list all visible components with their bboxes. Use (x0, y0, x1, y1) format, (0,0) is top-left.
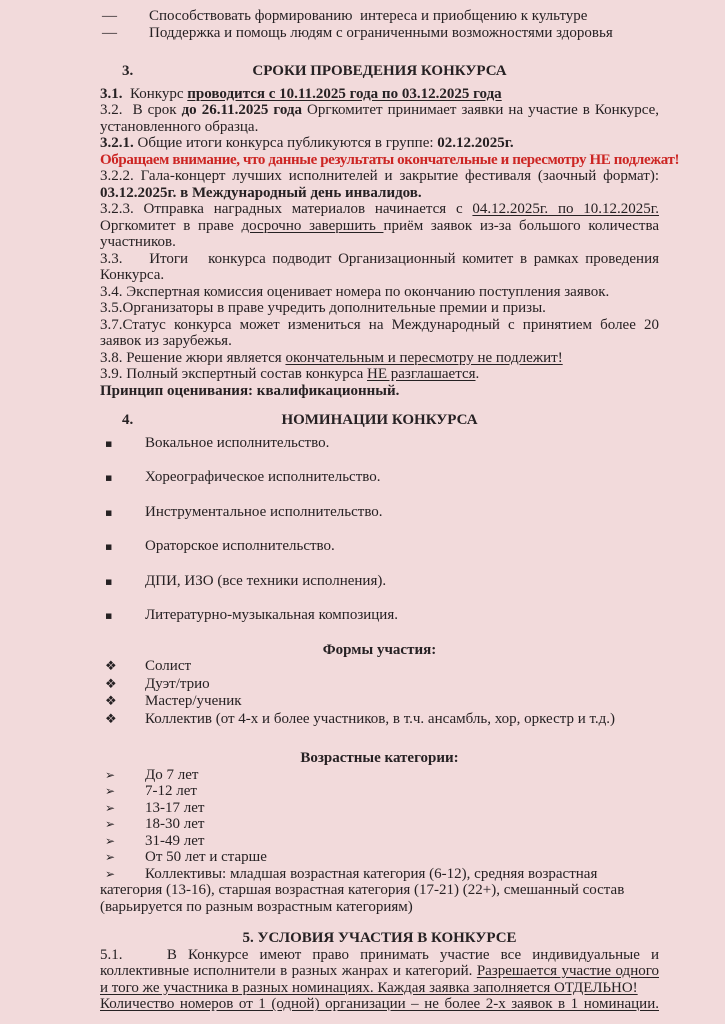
text-segment: 3.9. Полный экспертный состав конкурса (100, 366, 367, 382)
text-segment: Коллектив (от 4-х и более участников, в т.ч. ансамбль, хор, оркестр и т.д.) (145, 710, 616, 727)
list-item-text (149, 25, 613, 41)
centered-heading (100, 642, 659, 659)
text-segment: Вокальное исполнительство. (145, 434, 330, 451)
list-item (100, 504, 659, 522)
heading-number: 4. (122, 412, 134, 428)
document-content (100, 8, 680, 1013)
paragraph (100, 102, 659, 135)
text-segment: 04.12.2025г. по 10.12.2025г. (472, 201, 659, 217)
text-segment: 5. УСЛОВИЯ УЧАСТИЯ В КОНКУРСЕ (242, 930, 517, 946)
list-item (100, 693, 659, 711)
text-segment: Разрешается участие одного и того же участника в разных номинациях. Каждая заявка заполняется ОТДЕЛЬНО! (100, 963, 659, 996)
list-item (100, 469, 659, 487)
paragraph (100, 201, 659, 251)
list-item (100, 767, 659, 784)
list-item-text (145, 573, 386, 589)
text-segment: Формы участия: (322, 641, 437, 658)
list-item (100, 676, 659, 694)
text-segment: Ораторское исполнительство. (145, 538, 335, 554)
text-segment: 3.5.Организаторы в праве учредить дополнительные премии и призы. (100, 300, 546, 316)
dash-bullet-icon: — (102, 8, 117, 24)
text-segment: 5.1. В Конкурсе имеют право принимать участие все индивидуальные и коллективные исполнители в разных жанрах и категорий. (100, 946, 659, 979)
text-segment: Дуэт/трио (145, 675, 210, 692)
list-item-text (145, 783, 197, 799)
text-segment: Оргкомитет принимает заявки на участие в Конкурсе, установленного образца. (100, 102, 659, 135)
square-bullet-icon: ▪ (105, 505, 113, 519)
paragraph (100, 317, 659, 350)
text-segment: НЕ разглашается (366, 366, 476, 382)
text-segment: 3.3. Итоги конкурса подводит Организационный комитет в рамках проведения Конкурса. (100, 250, 659, 283)
text-segment: Хореографическое исполнительство. (145, 469, 381, 485)
text-segment: приём заявок из-за большого количества участников. (100, 217, 660, 250)
square-bullet-icon: ▪ (105, 609, 113, 622)
paragraph (100, 366, 659, 383)
text-segment: Коллективы: младшая возрастная категория (6-12), средняя возрастная категория (13-16), старшая возрастная категория (17-21) (22+), смешанный состав (варьируется по разным возрастным категориям) (100, 865, 625, 915)
list-item-text (145, 711, 615, 727)
text-segment: окончательным и пересмотру не подлежит! (285, 349, 563, 366)
text-segment: ДПИ, ИЗО (все техники исполнения). (145, 572, 387, 589)
paragraph (100, 86, 659, 103)
spacer (100, 41, 659, 63)
list-item (100, 711, 659, 729)
text-segment: Конкурс (122, 85, 188, 102)
text-segment: 3.4. Экспертная комиссия оценивает номера по окончанию поступления заявок. (100, 283, 610, 300)
paragraph (100, 151, 680, 169)
list-item (100, 538, 659, 556)
diamond-bullet-icon: ❖ (105, 711, 117, 727)
list-item-text (145, 800, 204, 816)
text-segment: Количество номеров от 1 (одной) организации – не более 2-х заявок в 1 номинации. (100, 996, 659, 1012)
list-item (100, 800, 659, 817)
paragraph (100, 251, 659, 284)
text-segment: Способствовать формированию интереса и приобщению к культуре (149, 8, 588, 24)
square-bullet-icon: ▪ (105, 436, 113, 450)
spacer (100, 399, 659, 412)
text-segment: 31-49 лет (145, 832, 205, 849)
paragraph (100, 135, 659, 152)
square-bullet-icon: ▪ (105, 574, 113, 588)
diamond-bullet-icon: ❖ (105, 676, 117, 692)
list-item (100, 25, 659, 42)
list-item (100, 607, 659, 625)
list-item (100, 573, 659, 591)
text-segment: Литературно-музыкальная композиция. (145, 607, 398, 623)
square-bullet-icon: ▪ (105, 471, 113, 484)
arrow-bullet-icon: ➢ (105, 833, 116, 848)
paragraph (100, 996, 659, 1013)
centered-heading (100, 750, 659, 767)
text-segment: до 26.11.2025 года (181, 102, 303, 118)
list-item (100, 8, 659, 25)
list-item (100, 816, 659, 833)
text-segment: 3.2.3. Отправка наградных материалов начинается с (100, 201, 473, 217)
heading-title: НОМИНАЦИИ КОНКУРСА (281, 412, 478, 428)
arrow-bullet-icon: ➢ (105, 850, 116, 864)
text-segment: 7-12 лет (145, 783, 197, 799)
list-item (100, 435, 659, 453)
list-item-text (145, 767, 198, 783)
text-segment: 02.12.2025г. (437, 135, 514, 151)
dash-bullet-icon: — (102, 24, 117, 41)
text-segment: проводится с 10.11.2025 года по 03.12.2025 года (187, 85, 502, 102)
list-item-text (145, 849, 267, 865)
text-segment: Солист (145, 658, 192, 674)
list-item-text (145, 538, 335, 554)
heading-number: 3. (122, 63, 134, 79)
text-segment: 3.2. В срок (100, 102, 182, 118)
text-segment: 13-17 лет (145, 799, 205, 816)
text-segment: Оргкомитет в праве (100, 217, 242, 234)
list-item-text (145, 676, 210, 692)
paragraph (100, 947, 659, 997)
arrow-bullet-icon: ➢ (105, 817, 116, 831)
list-item (100, 658, 659, 676)
text-segment: Поддержка и помощь людям с ограниченными возможностями здоровья (149, 24, 613, 41)
text-segment: Инструментальное исполнительство. (145, 503, 383, 520)
list-item-text (145, 435, 329, 451)
paragraph (100, 168, 659, 201)
text-segment: Возрастные категории: (300, 750, 459, 766)
paragraph (100, 350, 659, 367)
list-item (100, 783, 659, 800)
list-item-text (145, 693, 242, 709)
text-segment: Обращаем внимание, что данные результаты окончательные и пересмотру НЕ подлежат! (100, 151, 680, 168)
text-segment: 18-30 лет (145, 816, 205, 832)
diamond-bullet-icon: ❖ (105, 694, 117, 709)
text-segment: . (475, 366, 480, 382)
text-segment: От 50 лет и старше (145, 849, 267, 865)
list-item-text (145, 816, 204, 832)
heading-title: СРОКИ ПРОВЕДЕНИЯ КОНКУРСА (252, 63, 507, 79)
text-segment: Общие итоги конкурса публикуются в группе: (133, 135, 438, 151)
diamond-bullet-icon: ❖ (105, 659, 117, 674)
centered-heading (100, 930, 659, 947)
list-item-text (145, 469, 381, 485)
list-item-text (145, 504, 383, 520)
text-segment: Принцип оценивания: квалификационный. (100, 382, 400, 399)
paragraph (100, 284, 659, 301)
section-heading (100, 63, 659, 80)
list-item (100, 833, 659, 850)
text-segment: 3.1. (100, 85, 123, 102)
list-item-text (149, 8, 587, 24)
text-segment: 3.7.Статус конкурса может измениться на Международный с принятием более 20 заявок из зарубежья. (100, 316, 659, 349)
list-item-text (145, 607, 398, 623)
list-item (100, 849, 659, 866)
text-segment: 3.8. Решение жюри является (100, 349, 286, 366)
list-item-text (100, 866, 624, 915)
spacer (100, 728, 659, 750)
spacer (100, 915, 659, 930)
section-heading (100, 412, 659, 429)
text-segment: досрочно завершить (241, 217, 384, 234)
paragraph (100, 300, 659, 317)
text-segment: 03.12.2025г. в Международный день инвалидов. (100, 184, 422, 201)
arrow-bullet-icon: ➢ (105, 767, 116, 782)
list-item-text (145, 658, 191, 674)
text-segment: 3.2.1. (100, 135, 134, 151)
text-segment: 3.2.2. Гала-концерт лучших исполнителей и закрытие фестиваля (заочный формат): (100, 168, 659, 184)
arrow-bullet-icon: ➢ (105, 784, 116, 798)
list-item-text (145, 833, 204, 849)
square-bullet-icon: ▪ (105, 540, 113, 553)
list-item (100, 866, 659, 916)
arrow-bullet-icon: ➢ (105, 866, 116, 881)
text-segment: Мастер/ученик (145, 693, 242, 709)
text-segment: До 7 лет (145, 766, 199, 783)
arrow-bullet-icon: ➢ (105, 800, 116, 815)
paragraph (100, 383, 659, 400)
